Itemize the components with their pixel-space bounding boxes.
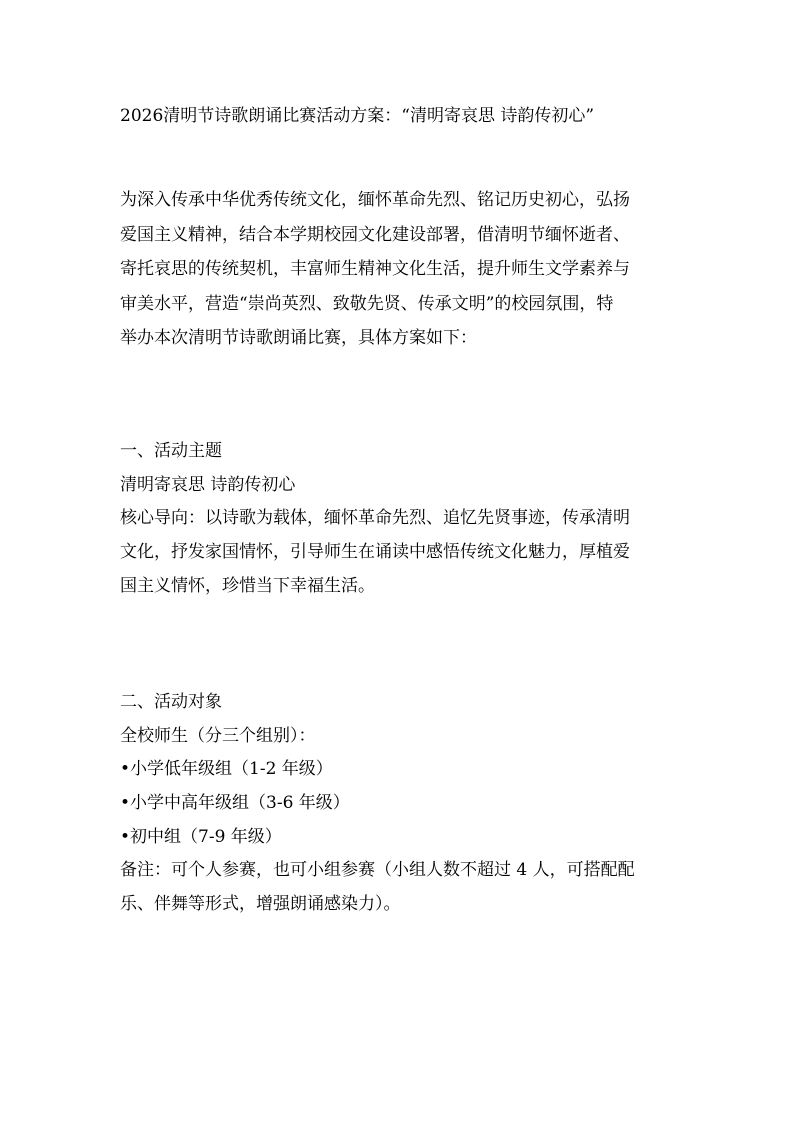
intro-line: 审美水平，营造“崇尚英烈、致敬先贤、传承文明”的校园氛围，特 — [120, 293, 614, 314]
intro-paragraph — [120, 186, 690, 359]
document-title: 2026清明节诗歌朗诵比赛活动方案：“清明寄哀思 诗韵传初心” — [120, 106, 595, 126]
section-heading: 一、活动主题 — [120, 441, 222, 461]
guidance-line: 文化，抒发家国情怀，引导师生在诵读中感悟传统文化魅力，厚植爱 — [120, 542, 630, 563]
theme-text: 清明寄哀思 诗韵传初心 — [120, 474, 296, 495]
intro-line: 为深入传承中华优秀传统文化，缅怀革命先烈、铭记历史初心，弘扬 — [120, 190, 630, 210]
participants-intro: 全校师生（分三个组别）： — [120, 725, 316, 746]
guidance-line: 国主义情怀，珍惜当下幸福生活。 — [120, 575, 375, 596]
intro-line: 爱国主义精神，结合本学期校园文化建设部署，借清明节缅怀逝者、 — [120, 224, 630, 245]
intro-line: 寄托哀思的传统契机，丰富师生精神文化生活，提升师生文学素养与 — [120, 259, 630, 279]
group-item: •小学中高年级组（3-6 年级） — [120, 793, 350, 814]
group-item: •小学低年级组（1-2 年级） — [120, 759, 333, 780]
section-activity-theme — [120, 437, 690, 605]
section-activity-participants — [120, 688, 690, 924]
guidance-line: 核心导向：以诗歌为载体，缅怀革命先烈、追忆先贤事迹，传承清明 — [120, 508, 630, 529]
group-item: •初中组（7-9 年级） — [120, 826, 282, 847]
intro-line: 举办本次清明节诗歌朗诵比赛，具体方案如下： — [120, 328, 477, 348]
note-line: 备注：可个人参赛，也可小组参赛（小组人数不超过 4 人，可搭配配 — [120, 860, 635, 881]
section-heading: 二、活动对象 — [120, 692, 222, 712]
note-line: 乐、伴舞等形式，增强朗诵感染力）。 — [120, 894, 401, 915]
